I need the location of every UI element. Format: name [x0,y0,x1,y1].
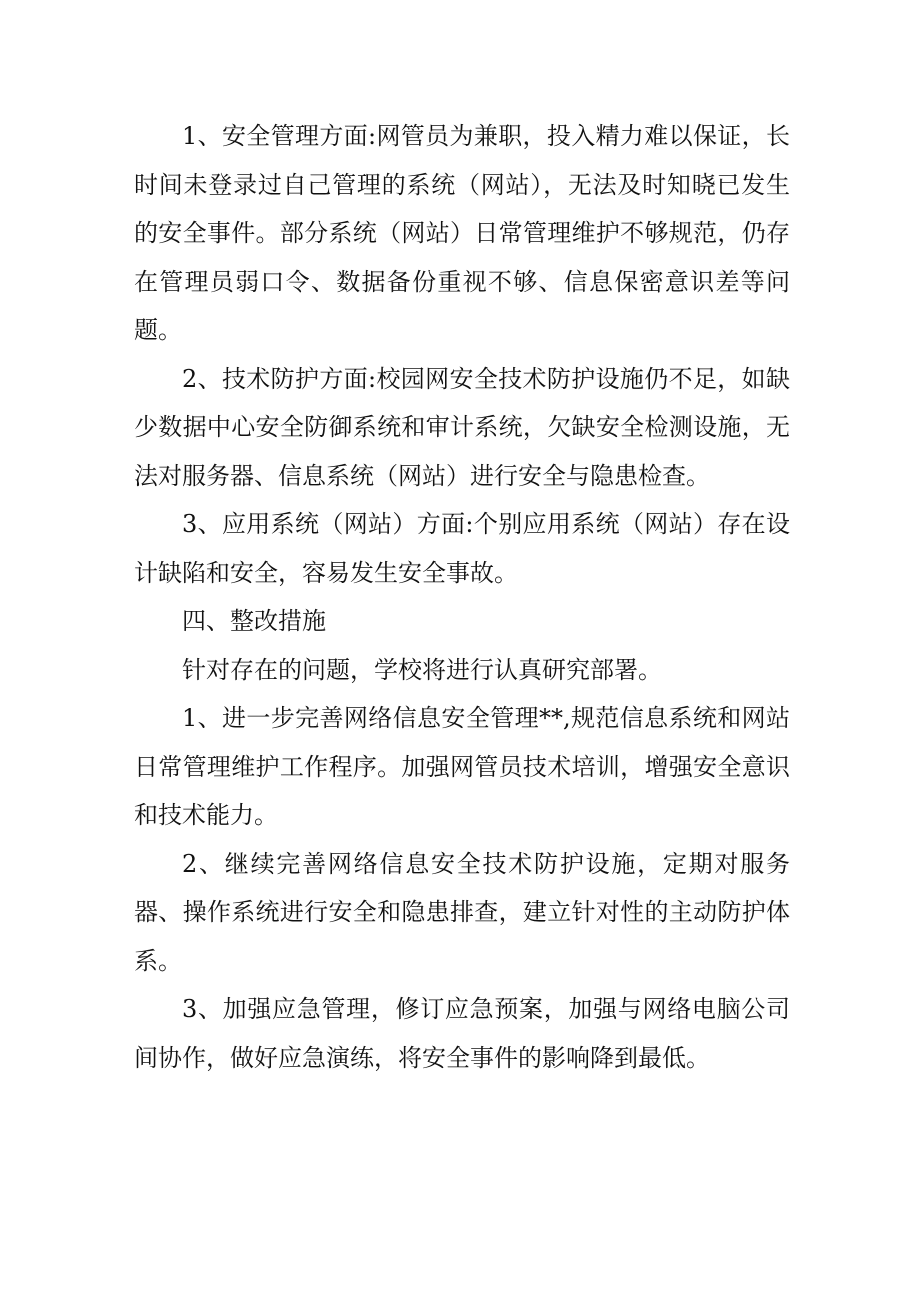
section-heading-rectification: 四、整改措施 [182,607,326,635]
paragraph-technical-issue: 2、技术防护方面:校园网安全技术防护设施仍不足，如缺少数据中心安全防御系统和审计系统，欠缺安全检测设施，无法对服务器、信息系统（网站）进行安全与隐患检查。 [134,364,790,490]
paragraph-measure-2: 2、继续完善网络信息安全技术防护设施，定期对服务器、操作系统进行安全和隐患排查，建立针对性的主动防护体系。 [134,849,790,975]
paragraph-measure-3: 3、加强应急管理，修订应急预案，加强与网络电脑公司间协作，做好应急演练，将安全事件的影响降到最低。 [134,995,790,1072]
paragraph-management-issue: 1、安全管理方面:网管员为兼职，投入精力难以保证，长时间未登录过自己管理的系统（网站），无法及时知晓已发生的安全事件。部分系统（网站）日常管理维护不够规范，仍存在管理员弱口令、数据备份重视不够、信息保密意识差等问题。 [134,122,790,344]
document-body [134,112,790,1082]
paragraph-measure-1: 1、进一步完善网络信息安全管理**,规范信息系统和网站日常管理维护工作程序。加强网管员技术培训，增强安全意识和技术能力。 [134,704,790,829]
paragraph-application-issue: 3、应用系统（网站）方面:个别应用系统（网站）存在设计缺陷和安全，容易发生安全事故。 [134,510,790,587]
paragraph-intro: 针对存在的问题，学校将进行认真研究部署。 [182,655,662,684]
